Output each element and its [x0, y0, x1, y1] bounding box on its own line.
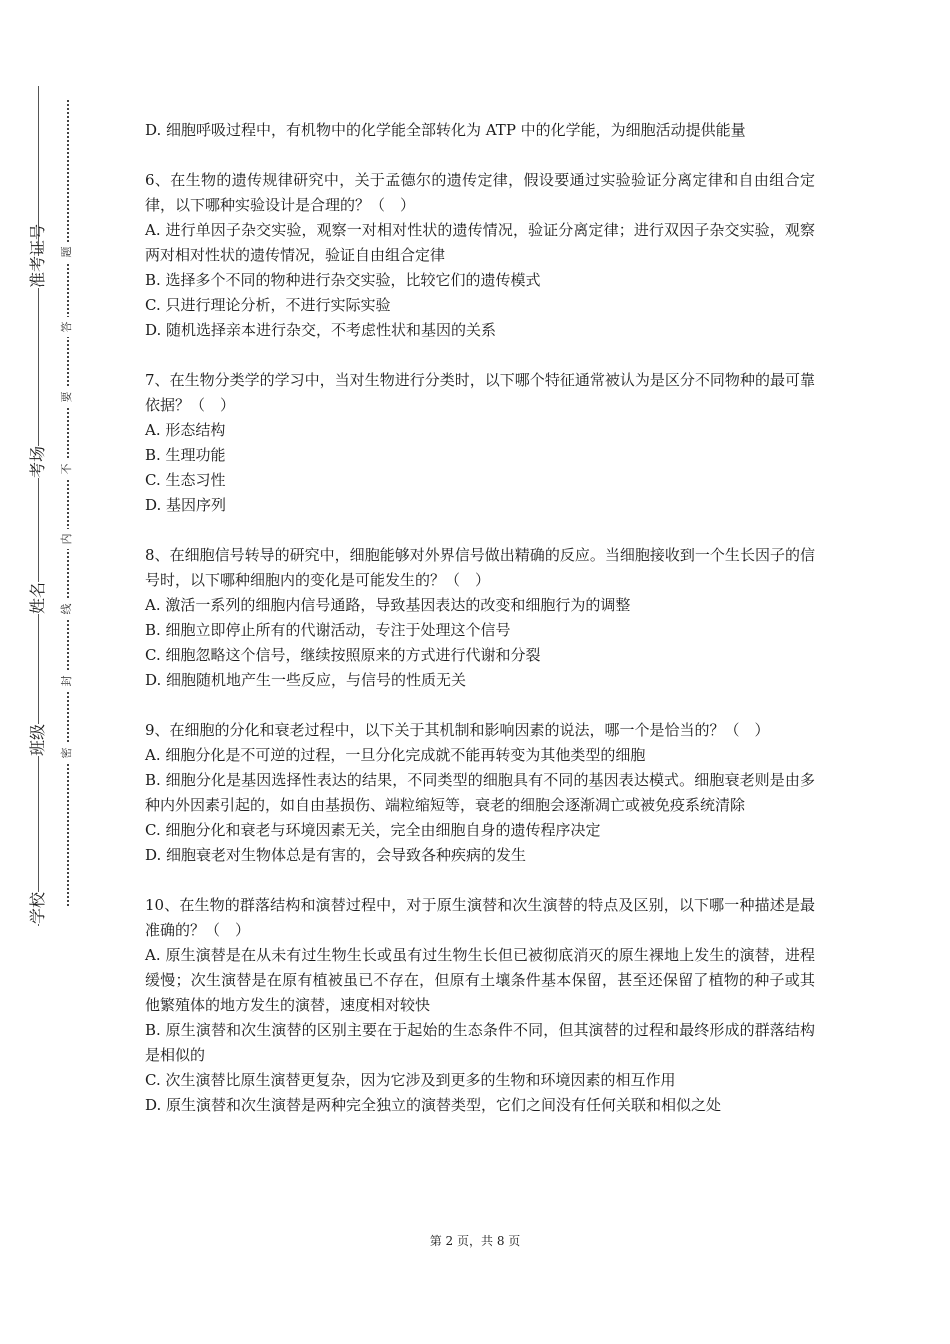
- exam-room-label: 考场: [28, 445, 47, 478]
- option-d: D. 细胞衰老对生物体总是有害的，会导致各种疾病的发生: [145, 846, 527, 864]
- binding-solid-line: [38, 86, 39, 926]
- binding-margin: [0, 0, 90, 1344]
- question-10: [145, 893, 815, 1118]
- option-a: A. 原生演替是在从未有过生物生长或虽有过生物生长但已被彻底消灭的原生裸地上发生的演替，进程缓慢；次生演替是在原有植被虽已不存在，但原有土壤条件基本保留，甚至还保留了植物的种子或其他繁殖体的地方发生的演替，速度相对较快: [145, 946, 815, 1014]
- seal-char: 内: [58, 529, 76, 549]
- page-number: 第 2 页，共 8 页: [429, 1234, 521, 1248]
- option-c: C. 细胞分化和衰老与环境因素无关，完全由细胞自身的遗传程序决定: [145, 821, 601, 839]
- question-8: [145, 543, 815, 693]
- class-label: 班级: [28, 723, 47, 756]
- seal-char: 要: [58, 387, 76, 407]
- seal-char: 封: [58, 671, 76, 691]
- option-d: D. 基因序列: [145, 496, 227, 514]
- option-c: C. 只进行理论分析，不进行实际实验: [145, 296, 391, 314]
- option-d: D. 细胞呼吸过程中，有机物中的化学能全部转化为 ATP 中的化学能，为细胞活动提供能量: [145, 121, 746, 139]
- option-c: C. 次生演替比原生演替更复杂，因为它涉及到更多的生物和环境因素的相互作用: [145, 1071, 676, 1089]
- question-stem: 7、在生物分类学的学习中，当对生物进行分类时，以下哪个特征通常被认为是区分不同物种的最可靠依据？（ ）: [145, 371, 815, 414]
- question-stem: 6、在生物的遗传规律研究中，关于孟德尔的遗传定律，假设要通过实验验证分离定律和自由组合定律，以下哪种实验设计是合理的？（ ）: [145, 171, 815, 214]
- option-c: C. 细胞忽略这个信号，继续按照原来的方式进行代谢和分裂: [145, 646, 541, 664]
- question-stem: 10、在生物的群落结构和演替过程中，对于原生演替和次生演替的特点及区别，以下哪一种描述是最准确的？（ ）: [145, 896, 815, 939]
- option-b: B. 选择多个不同的物种进行杂交实验，比较它们的遗传模式: [145, 271, 541, 289]
- option-a: A. 激活一系列的细胞内信号通路，导致基因表达的改变和细胞行为的调整: [145, 596, 631, 614]
- seal-dotted-line: [67, 100, 69, 906]
- option-c: C. 生态习性: [145, 471, 226, 489]
- name-label: 姓名: [28, 581, 47, 614]
- seal-char: 线: [58, 599, 76, 619]
- seal-char: 题: [58, 242, 76, 262]
- question-7: [145, 368, 815, 518]
- previous-question-tail: [145, 118, 815, 143]
- seal-char: 密: [58, 743, 76, 763]
- option-d: D. 细胞随机地产生一些反应，与信号的性质无关: [145, 671, 467, 689]
- exam-number-label: 准考证号: [28, 223, 47, 288]
- seal-char: 答: [58, 317, 76, 337]
- question-stem: 9、在细胞的分化和衰老过程中，以下关于其机制和影响因素的说法，哪一个是恰当的？（ ）: [145, 721, 770, 739]
- option-b: B. 细胞分化是基因选择性表达的结果，不同类型的细胞具有不同的基因表达模式。细胞衰老则是由多种内外因素引起的，如自由基损伤、端粒缩短等，衰老的细胞会逐渐凋亡或被免疫系统清除: [145, 771, 815, 814]
- option-a: A. 进行单因子杂交实验，观察一对相对性状的遗传情况，验证分离定律；进行双因子杂交实验，观察两对相对性状的遗传情况，验证自由组合定律: [145, 221, 815, 264]
- option-b: B. 生理功能: [145, 446, 226, 464]
- question-6: [145, 168, 815, 343]
- option-a: A. 细胞分化是不可逆的过程，一旦分化完成就不能再转变为其他类型的细胞: [145, 746, 646, 764]
- option-b: B. 原生演替和次生演替的区别主要在于起始的生态条件不同，但其演替的过程和最终形成的群落结构是相似的: [145, 1021, 815, 1064]
- seal-char: 不: [58, 459, 76, 479]
- school-label: 学校: [28, 891, 47, 924]
- option-d: D. 随机选择亲本进行杂交，不考虑性状和基因的关系: [145, 321, 497, 339]
- option-a: A. 形态结构: [145, 421, 226, 439]
- option-d: D. 原生演替和次生演替是两种完全独立的演替类型，它们之间没有任何关联和相似之处: [145, 1096, 722, 1114]
- question-content: [145, 118, 815, 1118]
- option-b: B. 细胞立即停止所有的代谢活动，专注于处理这个信号: [145, 621, 511, 639]
- question-stem: 8、在细胞信号转导的研究中，细胞能够对外界信号做出精确的反应。当细胞接收到一个生长因子的信号时，以下哪种细胞内的变化是可能发生的？（ ）: [145, 546, 815, 589]
- question-9: [145, 718, 815, 868]
